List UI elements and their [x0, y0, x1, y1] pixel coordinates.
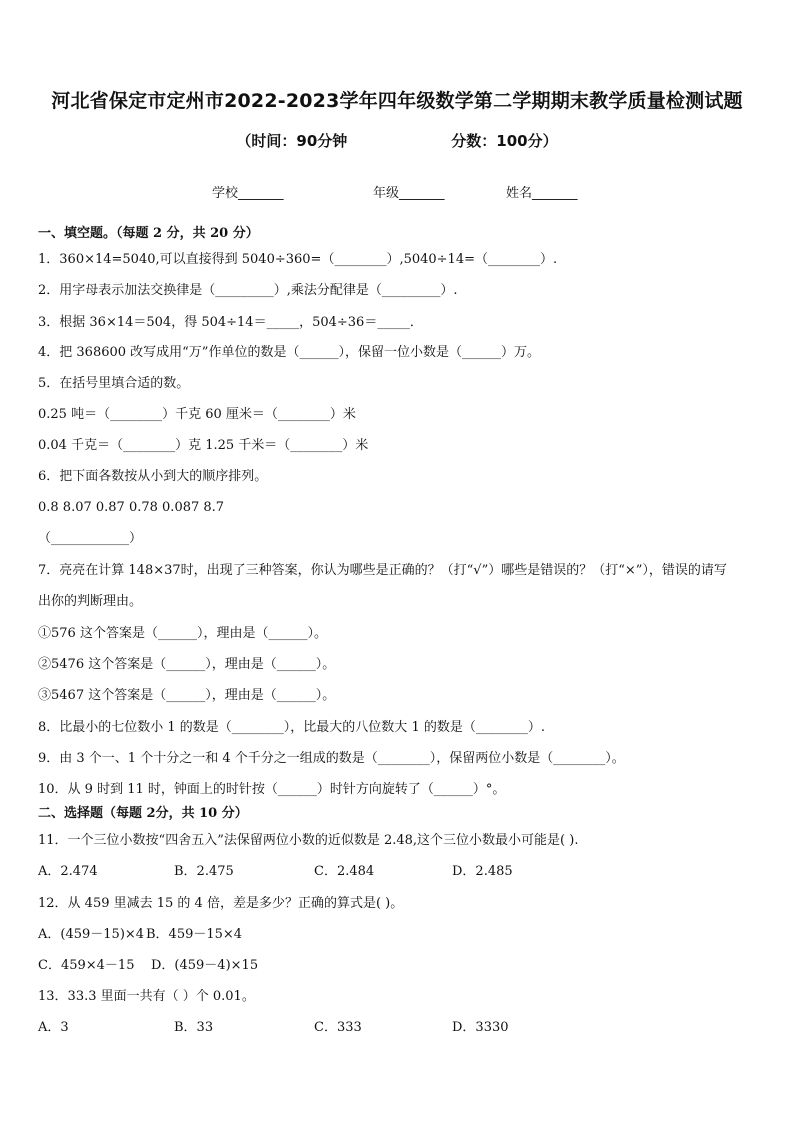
grade-field[interactable]: 年级_______ — [373, 186, 445, 201]
question-line: ②5476 这个答案是（______），理由是（______）。 — [38, 657, 336, 672]
question-line: ①576 这个答案是（______），理由是（______）。 — [38, 626, 327, 641]
question-line: 8．比最小的七位数小 1 的数是（________），比最大的八位数大 1 的数是（________）. — [38, 720, 545, 735]
name-field[interactable]: 姓名_______ — [506, 186, 578, 201]
document-title: 河北省保定市定州市2022-2023学年四年级数学第二学期期末教学质量检测试题 — [51, 90, 743, 112]
question-line: 2．用字母表示加法交换律是（_________）,乘法分配律是（_________）. — [38, 283, 458, 298]
choice-option[interactable]: C．333 — [314, 1020, 362, 1035]
question-line: 0.04 千克＝（________）克 1.25 千米＝（________）米 — [38, 438, 369, 453]
question-line: 6．把下面各数按从小到大的顺序排列。 — [38, 469, 268, 484]
question-line: 10．从 9 时到 11 时，钟面上的时针按（______）时针方向旋转了（______）°。 — [38, 782, 506, 797]
exam-meta — [0, 130, 794, 151]
question-line: （____________） — [38, 531, 143, 546]
choice-option[interactable]: B．459－15×4 — [146, 927, 243, 942]
question-line: 7．亮亮在计算 148×37时，出现了三种答案，你认为哪些是正确的？（打“√”）哪些是错误的？（打“×”），错误的请写 — [38, 563, 727, 578]
choice-option[interactable]: D．2.485 — [452, 864, 513, 879]
choice-option[interactable]: A．(459－15)×4 — [38, 927, 145, 942]
question-line: 5．在括号里填合适的数。 — [38, 376, 190, 391]
choice-option[interactable]: A．3 — [38, 1020, 69, 1035]
choice-option[interactable]: C．459×4－15 — [38, 958, 135, 973]
choice-option[interactable]: D．(459－4)×15 — [151, 958, 259, 973]
question-line: ③5467 这个答案是（______），理由是（______）。 — [38, 688, 336, 703]
question-line: 13．33.3 里面一共有（ ）个 0.01。 — [38, 989, 255, 1004]
question-line: 11．一个三位小数按“四舍五入”法保留两位小数的近似数是 2.48,这个三位小数最小可能是( ). — [38, 833, 579, 848]
choice-option[interactable]: D．3330 — [452, 1020, 509, 1035]
question-line: 12．从 459 里减去 15 的 4 倍，差是多少？正确的算式是( )。 — [38, 896, 404, 911]
section-heading: 二、选择题（每题 2分，共 10 分） — [38, 806, 248, 821]
section-heading: 一、填空题。（每题 2 分，共 20 分） — [38, 226, 259, 241]
question-line: 出你的判断理由。 — [38, 594, 143, 609]
choice-option[interactable]: A．2.474 — [38, 864, 98, 879]
exam-score: 分数：100分） — [451, 132, 558, 150]
school-field[interactable]: 学校_______ — [212, 186, 284, 201]
question-line: 9．由 3 个一、1 个十分之一和 4 个千分之一组成的数是（________），保留两位小数是（________）。 — [38, 751, 625, 766]
exam-time: （时间：90分钟 — [236, 132, 348, 150]
choice-option[interactable]: B．2.475 — [174, 864, 234, 879]
question-line: 0.25 吨＝（________）千克 60 厘米＝（________）米 — [38, 407, 356, 422]
question-line: 3．根据 36×14＝504，得 504÷14＝_____，504÷36＝_____． — [38, 315, 423, 330]
question-line: 1．360×14=5040,可以直接得到 5040÷360=（________）,5040÷14=（________）. — [38, 252, 558, 267]
choice-option[interactable]: B．33 — [174, 1020, 214, 1035]
question-line: 0.8 8.07 0.87 0.78 0.087 8.7 — [38, 500, 225, 515]
question-line: 4．把 368600 改写成用“万”作单位的数是（______），保留一位小数是（______）万。 — [38, 345, 540, 360]
choice-option[interactable]: C．2.484 — [314, 864, 375, 879]
